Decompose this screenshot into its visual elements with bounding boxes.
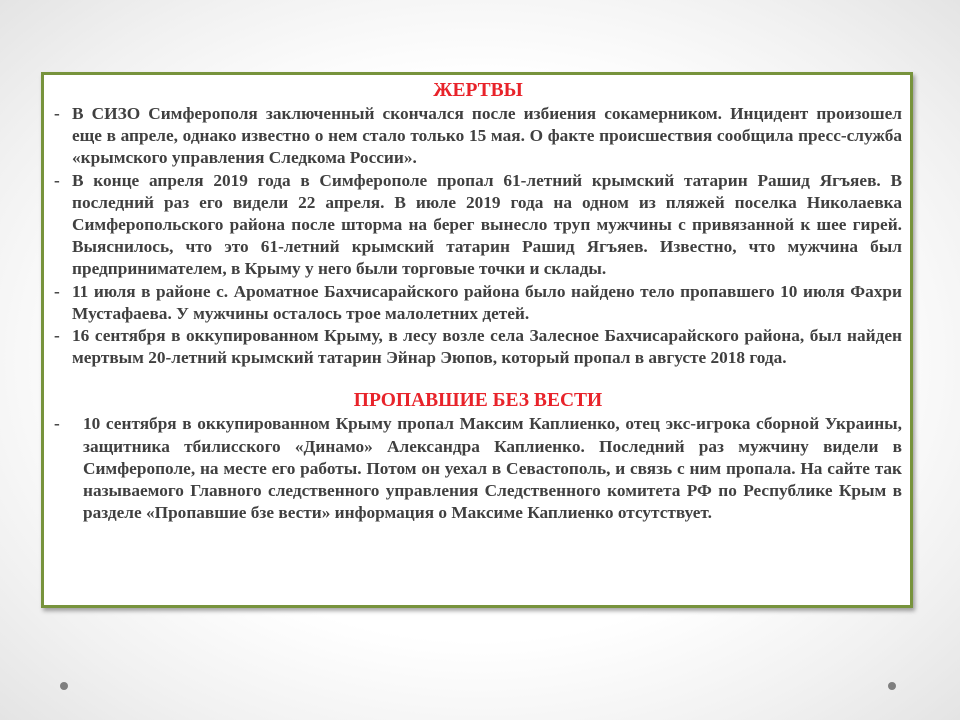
list-item bbox=[54, 170, 902, 281]
list-item bbox=[54, 281, 902, 325]
bullet-dash: - bbox=[54, 170, 60, 190]
list-item-text: 16 сентября в оккупированном Крыму, в лесу возле села Залесное Бахчисарайского района, был найден мертвым 20-летний крымский татарин Эйнар Эюпов, который пропал в августе 2018 года. bbox=[72, 326, 902, 368]
list-item bbox=[54, 325, 902, 369]
list-item-text: 11 июля в районе с. Ароматное Бахчисарайского района было найдено тело пропавшего 10 июля Фахри Мустафаева. У мужчины осталось трое малолетних детей. bbox=[72, 281, 902, 323]
decorative-dot-left bbox=[60, 682, 68, 690]
list-item-text: В конце апреля 2019 года в Симферополе пропал 61-летний крымский татарин Рашид Ягъяев. В последний раз его видели 22 апреля. В июле 2019 года на одном из пляжей поселка Николаевка Симферопольского района после шторма на берег вынесло труп мужчины с привязанной к шее гирей. Выяснилось, что это 61-летний крымский татарин Рашид Ягъяев. Известно, что мужчина был предпринимателем, в Крыму у него были торговые точки и склады. bbox=[72, 170, 902, 279]
list-item bbox=[54, 413, 902, 524]
list-item bbox=[54, 103, 902, 170]
decorative-dot-right bbox=[888, 682, 896, 690]
section-title-victims: ЖЕРТВЫ bbox=[433, 80, 523, 101]
list-item-text: В СИЗО Симферополя заключенный скончался после избиения сокамерником. Инцидент произошел еще в апреле, однако известно о нем стало только 15 мая. О факте происшествия сообщила пресс-служба «крымского управления Следкома России». bbox=[72, 104, 902, 168]
bullet-dash: - bbox=[54, 104, 60, 123]
bullet-dash: - bbox=[54, 414, 60, 434]
missing-list bbox=[54, 413, 902, 524]
bullet-dash: - bbox=[54, 281, 60, 301]
victims-list bbox=[54, 103, 902, 369]
section-title-missing: ПРОПАВШИЕ БЕЗ ВЕСТИ bbox=[353, 390, 603, 412]
list-item-text: 10 сентября в оккупированном Крыму пропал Максим Каплиенко, отец экс-игрока сборной Украины, защитника тбилисского «Динамо» Александра Каплиенко. Последний раз мужчину видели в Симферополе, на месте его работы. Потом он уехал в Севастополь, и связь с ним пропала. На сайте так называемого Главного следственного управления Следственного комитета РФ по Республике Крым в разделе «Пропавшие бзе вести» информация о Максиме Каплиенко отсутствует. bbox=[83, 414, 902, 523]
bullet-dash: - bbox=[54, 326, 60, 346]
content-panel bbox=[41, 72, 913, 608]
